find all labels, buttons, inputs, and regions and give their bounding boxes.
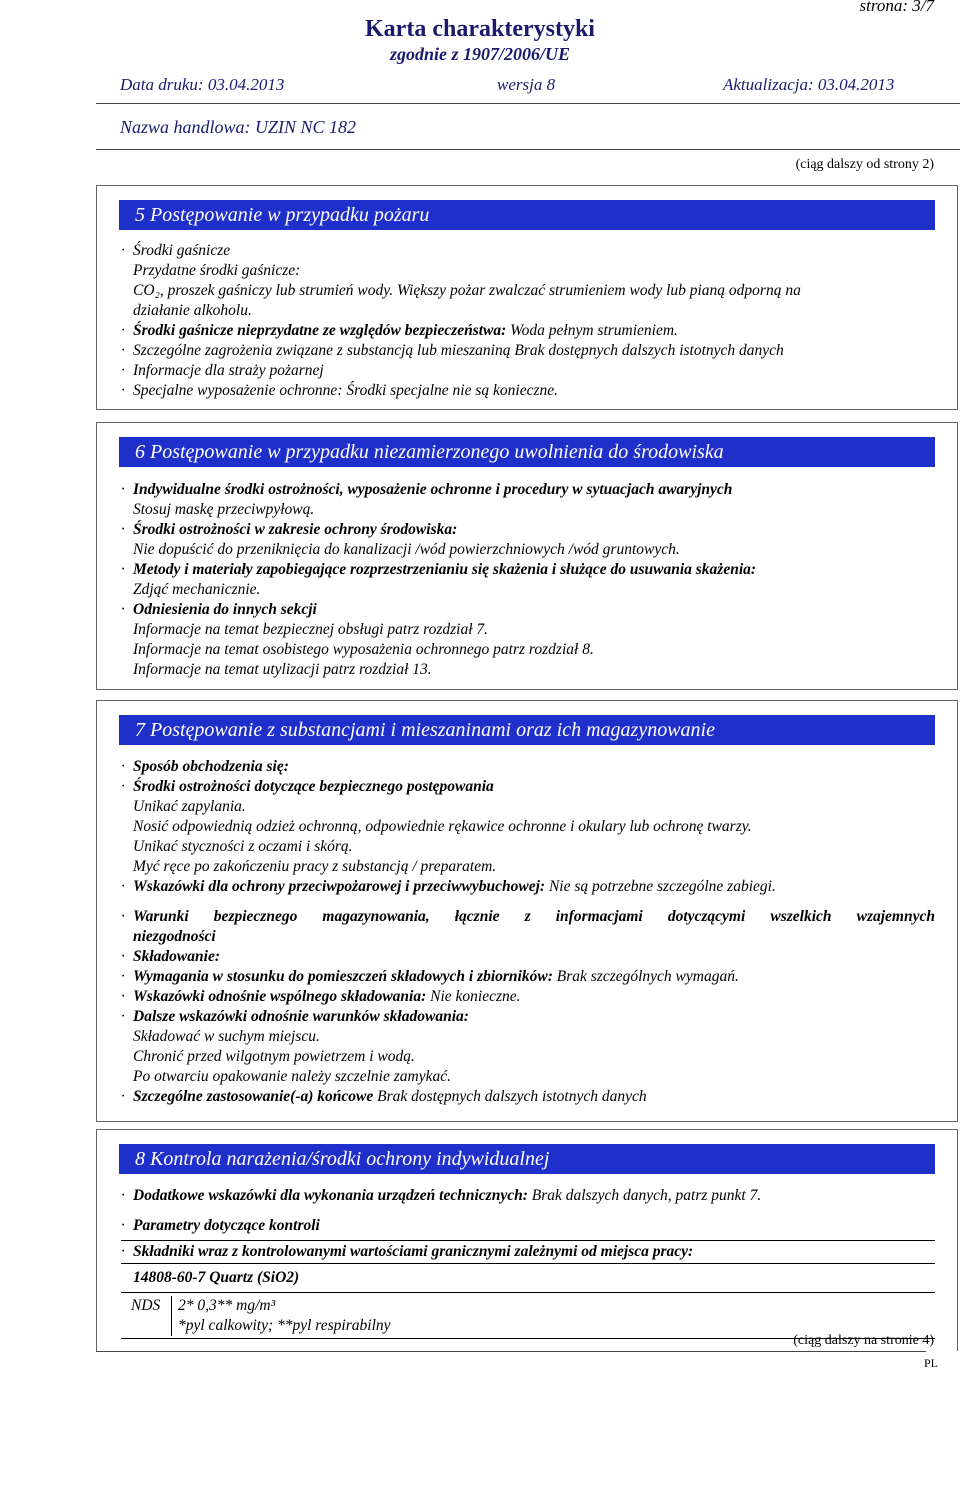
- update-date: Aktualizacja: 03.04.2013: [723, 75, 895, 94]
- text-line: Składować w suchym miejscu.: [133, 1028, 320, 1045]
- nds-value: 2* 0,3** mg/m³: [178, 1297, 276, 1314]
- nds-row: [121, 1293, 935, 1338]
- document-title: Karta charakterystyki: [365, 16, 595, 42]
- section-6: [96, 422, 958, 690]
- text-line: · Metody i materiały zapobiegające rozprzestrzenianiu się skażenia i służące do usuwania skażenia:: [121, 561, 757, 578]
- text-line: Informacje na temat osobistego wyposażenia ochronnego patrz rozdział 8.: [133, 641, 594, 658]
- text-line: · Środki ostrożności dotyczące bezpiecznego postępowania: [121, 778, 494, 795]
- continued-to: (ciąg dalszy na stronie 4): [793, 1333, 934, 1348]
- text-line: Myć ręce po zakończeniu pracy z substancją / preparatem.: [133, 858, 497, 875]
- section-7-title: 7 Postępowanie z substancjami i mieszaninami oraz ich magazynowanie: [119, 715, 935, 745]
- text-line: CO₂, proszek gaśniczy lub strumień wody. Większy pożar zwalczać strumieniem wody lub pianą odporną na: [133, 282, 801, 299]
- text-line: · Sposób obchodzenia się:: [121, 758, 289, 775]
- continued-from: (ciąg dalszy od strony 2): [795, 157, 934, 172]
- text-line: · Szczególne zastosowanie(-a) końcowe Brak dostępnych dalszych istotnych danych: [121, 1088, 647, 1105]
- text-line: · Indywidualne środki ostrożności, wyposażenie ochronne i procedury w sytuacjach awaryjnych: [121, 481, 733, 498]
- section-5-body: [121, 241, 935, 401]
- text-line: · Parametry dotyczące kontroli: [121, 1217, 320, 1234]
- section-5: [96, 185, 958, 410]
- header-rule: [96, 149, 960, 150]
- exposure-limits-table: [121, 1240, 935, 1339]
- text-line: niezgodności: [133, 928, 216, 945]
- text-line: · Specjalne wyposażenie ochronne: Środki specjalne nie są konieczne.: [121, 382, 558, 399]
- section-7: [96, 700, 958, 1122]
- text-line: · Informacje dla straży pożarnej: [121, 362, 324, 379]
- text-line: działanie alkoholu.: [133, 302, 252, 319]
- text-line: · Wskazówki odnośnie wspólnego składowania: Nie konieczne.: [121, 988, 521, 1005]
- text-line: Nosić odpowiednią odzież ochronną, odpowiednie rękawice ochronne i okulary lub ochronę twarzy.: [133, 818, 752, 835]
- text-line: · Wskazówki dla ochrony przeciwpożarowej i przeciwwybuchowej: Nie są potrzebne szczególne zabiegi.: [121, 878, 776, 895]
- language-code: PL: [923, 1356, 938, 1370]
- text-line: Unikać zapylania.: [133, 798, 246, 815]
- text-line: Zdjąć mechanicznie.: [133, 581, 261, 598]
- header-rule: [96, 103, 960, 104]
- substance-row: 14808-60-7 Quartz (SiO2): [121, 1264, 935, 1293]
- text-line: · Wymagania w stosunku do pomieszczeń składowych i zbiorników: Brak szczególnych wymagań.: [121, 968, 739, 985]
- nds-label: NDS: [121, 1296, 172, 1336]
- section-8-body: [121, 1186, 935, 1339]
- text-line: Informacje na temat utylizacji patrz rozdział 13.: [133, 661, 432, 678]
- section-6-title: 6 Postępowanie w przypadku niezamierzonego uwolnienia do środowiska: [119, 437, 935, 467]
- section-8-title: 8 Kontrola narażenia/środki ochrony indywidualnej: [119, 1144, 935, 1174]
- text-line: Chronić przed wilgotnym powietrzem i wodą.: [133, 1048, 415, 1065]
- text-line: · Środki ostrożności w zakresie ochrony środowiska:: [121, 521, 458, 538]
- text-line: · Środki gaśnicze nieprzydatne ze względów bezpieczeństwa: Woda pełnym strumieniem.: [121, 322, 678, 339]
- text-line: Nie dopuścić do przeniknięcia do kanalizacji /wód powierzchniowych /wód gruntowych.: [133, 541, 680, 558]
- text-line: Informacje na temat bezpiecznej obsługi patrz rozdział 7.: [133, 621, 489, 638]
- text-line: · Szczególne zagrożenia związane z substancją lub mieszaniną Brak dostępnych dalszych istotnych danych: [121, 342, 784, 359]
- text-line: · Odniesienia do innych sekcji: [121, 601, 317, 618]
- text-line: · Dalsze wskazówki odnośnie warunków składowania:: [121, 1008, 469, 1025]
- print-date: Data druku: 03.04.2013: [120, 75, 285, 94]
- text-line: · Warunki bezpiecznego magazynowania, łącznie z informacjami dotyczącymi wszelkich wzajemnych: [121, 908, 935, 925]
- text-line: · Składowanie:: [121, 948, 220, 965]
- section-7-body: [121, 757, 935, 1107]
- document-subtitle: zgodnie z 1907/2006/UE: [389, 44, 571, 64]
- text-line: Unikać styczności z oczami i skórą.: [133, 838, 353, 855]
- nds-note: *pyl calkowity; **pyl respirabilny: [178, 1317, 391, 1334]
- section-8: [96, 1129, 958, 1351]
- section-5-title: 5 Postępowanie w przypadku pożaru: [119, 200, 935, 230]
- text-line: Przydatne środki gaśnicze:: [133, 262, 301, 279]
- text-line: · Środki gaśnicze: [121, 242, 231, 259]
- text-line: · Dodatkowe wskazówki dla wykonania urządzeń technicznych: Brak dalszych danych, patrz punkt 7.: [121, 1187, 762, 1204]
- page-number: strona: 3/7: [859, 0, 934, 15]
- section-6-body: [121, 480, 935, 680]
- text-line: Po otwarciu opakowanie należy szczelnie zamykać.: [133, 1068, 451, 1085]
- nds-value-cell: [172, 1296, 391, 1336]
- table-header: · Składniki wraz z kontrolowanymi wartościami granicznymi zależnymi od miejsca pracy:: [121, 1241, 935, 1264]
- version: wersja 8: [497, 75, 556, 94]
- text-line: Stosuj maskę przeciwpyłową.: [133, 501, 315, 518]
- footer-rule: [96, 1351, 926, 1352]
- trade-name: Nazwa handlowa: UZIN NC 182: [120, 117, 357, 137]
